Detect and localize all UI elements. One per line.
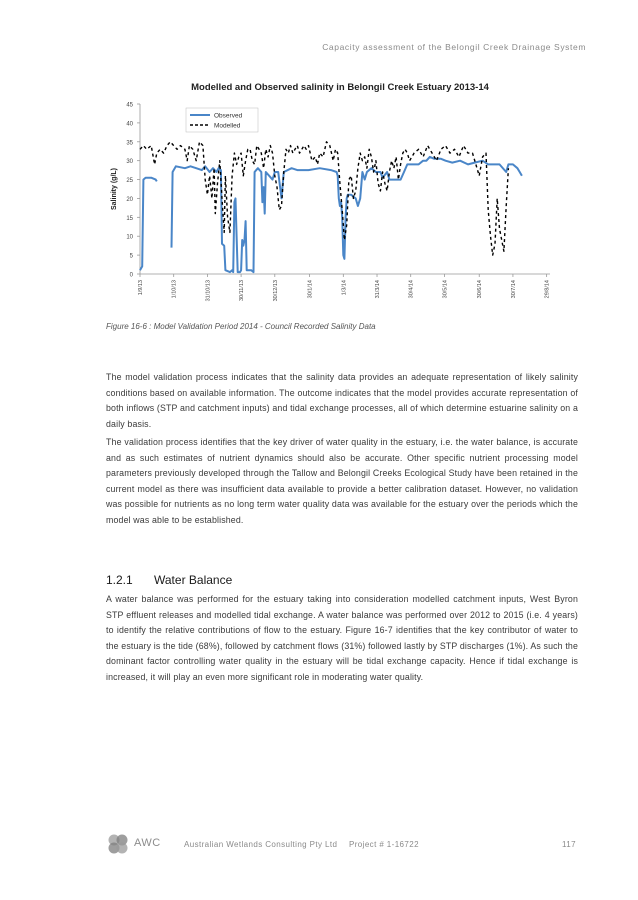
chart-title: Modelled and Observed salinity in Belongil Creek Estuary 2013-14 <box>191 82 489 93</box>
y-tick-label: 15 <box>126 215 133 222</box>
x-tick-label: 30/1/14 <box>307 280 314 299</box>
x-tick-label: 1/9/13 <box>138 280 144 296</box>
series-line-observed <box>140 157 522 272</box>
x-tick-label: 30/7/14 <box>510 280 517 299</box>
page-footer <box>106 832 576 856</box>
project-number: Project # 1-16722 <box>349 840 419 849</box>
paragraph-water-balance: A water balance was performed for the estuary taking into consideration modelled catchment inputs, West Byron STP effluent releases and modelled tidal exchange. A water balance was performed over 2012 to 2015 (i.e. 4 years) to identify the relative contributions of flow to the estuary. Figure 16-7 identifies that the key contributor of water to the estuary is the tide (68%), followed by catchment flows (31%) followed lastly by STP discharges (1%). As such the dominant factor controlling water quality in the estuary will be tidal exchange capacity. Hence if tidal exchange is increased, it will play an even more significant role in moderating water quality. <box>106 594 578 682</box>
running-header: Capacity assessment of the Belongil Creek Drainage System <box>322 42 586 52</box>
y-tick-label: 45 <box>126 102 133 109</box>
y-tick-label: 30 <box>126 159 133 166</box>
y-tick-label: 40 <box>126 121 133 128</box>
x-tick-label: 31/10/13 <box>205 280 212 302</box>
y-tick-label: 5 <box>129 253 133 260</box>
company-name: Australian Wetlands Consulting Pty Ltd <box>184 840 338 849</box>
legend-label-modelled: Modelled <box>214 122 241 130</box>
paragraph-validation: The model validation process indicates that the salinity data provides an adequate representation of likely salinity conditions based on available information. The outcome indicates that the model provides accurate representation of both inflows (STP and catchment inputs) and tidal exchange processes, all of which determine estuarine salinity on a daily basis. <box>106 372 578 429</box>
x-tick-label: 30/5/14 <box>442 280 449 299</box>
y-tick-label: 35 <box>126 140 133 147</box>
figure-caption: Figure 16-6 : Model Validation Period 2014 - Council Recorded Salinity Data <box>106 322 376 331</box>
x-tick-label: 29/8/14 <box>544 280 551 299</box>
section-number: 1.2.1 <box>106 573 133 587</box>
y-tick-label: 10 <box>126 234 133 241</box>
legend-label-observed: Observed <box>214 112 243 120</box>
section-heading <box>106 573 232 587</box>
page-number: 117 <box>562 840 576 849</box>
x-tick-label: 30/4/14 <box>408 280 415 299</box>
y-axis-label: Salinity (g/L) <box>111 168 118 210</box>
paragraph-water-quality: The validation process identifies that the key driver of water quality in the estuary, i.e. the water balance, is accurate and as such estimates of nutrient dynamics should also be accurate. Other specific nutrient processing model parameters previously developed through the Tallow and Belongil Creeks Ecological Study have been retained in the current model as there was insufficient data available to provide a better calibration dataset. However, no validation was possible for nutrients as no long term water quality data was available for the estuary over the periods which the model was able to be established. <box>106 437 578 525</box>
salinity-chart <box>100 82 560 310</box>
logo-text: AWC <box>134 837 161 849</box>
y-tick-label: 20 <box>126 196 133 203</box>
y-tick-label: 25 <box>126 178 133 185</box>
x-tick-label: 1/3/14 <box>341 280 348 296</box>
x-tick-label: 30/11/13 <box>239 280 246 302</box>
x-tick-label: 30/12/13 <box>272 280 279 302</box>
series-line-modelled <box>140 142 508 255</box>
x-tick-label: 31/3/14 <box>375 280 382 299</box>
y-tick-label: 0 <box>129 272 133 279</box>
awc-logo-icon <box>106 832 130 856</box>
x-tick-label: 30/6/14 <box>477 280 484 299</box>
x-tick-label: 1/10/13 <box>171 280 178 299</box>
section-title: Water Balance <box>154 573 233 587</box>
chart-svg <box>100 82 580 310</box>
